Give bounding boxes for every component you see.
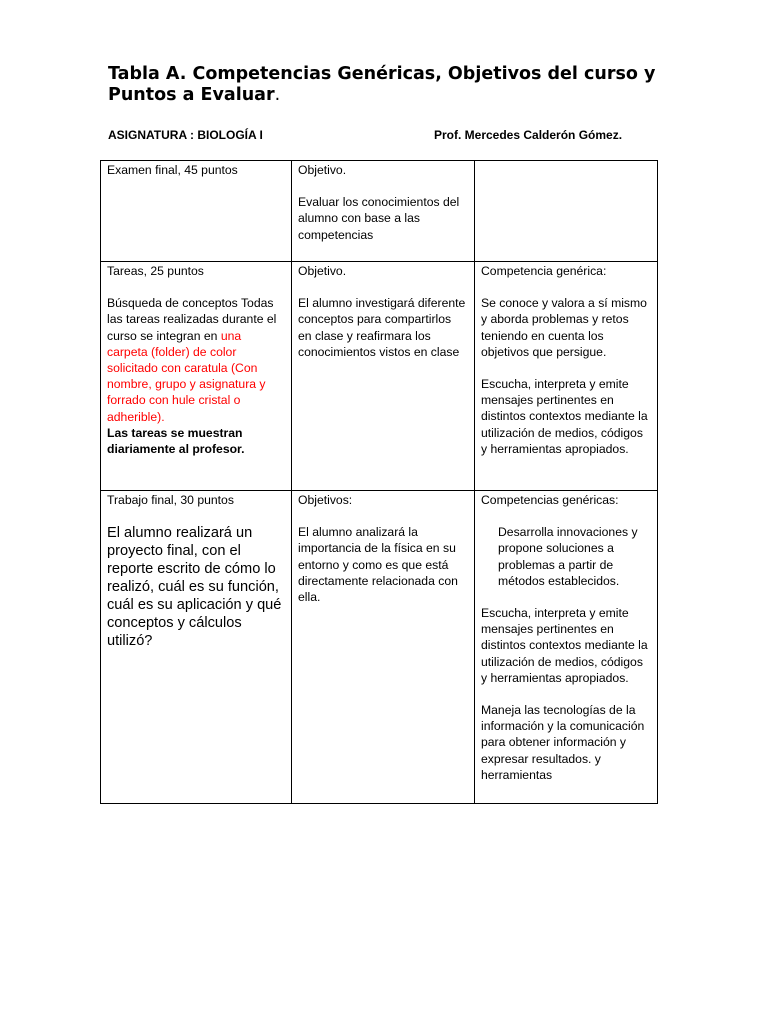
final-objective-label: Objetivos: bbox=[298, 493, 353, 507]
homework-description bbox=[107, 295, 285, 425]
homework-objective-text: El alumno investigará diferente conceptos para compartirlos en clase y reafirmara los conocimientos vistos en clase bbox=[298, 296, 466, 359]
final-objective-text: El alumno analizará la importancia de la física en su entorno y como es que está directamente relacionada con ella. bbox=[298, 525, 458, 605]
homework-points-label: Tareas, 25 puntos bbox=[107, 264, 204, 278]
homework-text: Búsqueda de conceptos Todas las tareas realizadas durante el curso se integran en bbox=[107, 296, 277, 343]
homework-competence-label: Competencia genérica: bbox=[481, 264, 607, 278]
homework-review-note: Las tareas se muestran diariamente al profesor. bbox=[107, 425, 245, 457]
homework-objective-label: Objetivo. bbox=[298, 264, 347, 278]
final-competence-1: Desarrolla innovaciones y propone soluciones a problemas a partir de métodos establecidos. bbox=[498, 525, 638, 588]
final-competence-3: Maneja las tecnologías de la información y la comunicación para obtener información y expresar resultados. y herramientas bbox=[481, 703, 645, 782]
page-title bbox=[108, 64, 708, 106]
title-line-1: Tabla A. Competencias Genéricas, Objetivos del curso y bbox=[108, 64, 656, 84]
cell-homework-competence bbox=[475, 262, 658, 491]
subject-label: ASIGNATURA : BIOLOGÍA I bbox=[108, 128, 263, 142]
table-row-homework bbox=[101, 262, 658, 491]
final-competence-2: Escucha, interpreta y emite mensajes pertinentes en distintos contextos mediante la utilización de medios, códigos y herramientas apropiados. bbox=[481, 606, 648, 685]
cell-exam-points bbox=[101, 161, 292, 262]
cell-final-objective bbox=[292, 491, 475, 804]
final-competence-label: Competencias genéricas: bbox=[481, 493, 619, 507]
cell-final-points bbox=[101, 491, 292, 804]
cell-homework-points bbox=[101, 262, 292, 491]
cell-final-competence bbox=[475, 491, 658, 804]
exam-objective-text: Evaluar los conocimientos del alumno con base a las competencias bbox=[298, 195, 460, 242]
homework-folder-details: (Con nombre, grupo y asignatura y forrado con hule cristal o adherible). bbox=[107, 361, 266, 424]
exam-points-label: Examen final, 45 puntos bbox=[107, 163, 238, 177]
final-points-label: Trabajo final, 30 puntos bbox=[107, 493, 234, 507]
title-line-2 bbox=[108, 85, 708, 106]
cell-exam-competence bbox=[475, 161, 658, 262]
homework-competence-1: Se conoce y valora a sí mismo y aborda problemas y retos teniendo en cuenta los objetivos que persigue. bbox=[481, 296, 647, 359]
cell-homework-objective bbox=[292, 262, 475, 491]
title-period: . bbox=[274, 85, 281, 105]
exam-objective-label: Objetivo. bbox=[298, 163, 347, 177]
evaluation-table bbox=[100, 160, 658, 804]
table-row-exam bbox=[101, 161, 658, 262]
homework-competence-2: Escucha, interpreta y emite mensajes pertinentes en distintos contextos mediante la utilización de medios, códigos y herramientas apropiados. bbox=[481, 377, 648, 456]
table-row-final-project bbox=[101, 491, 658, 804]
final-project-description: El alumno realizará un proyecto final, con el reporte escrito de cómo lo realizó, cuál es su función, cuál es su aplicación y qué conceptos y cálculos utilizó? bbox=[107, 525, 282, 650]
title-line-2-text: Puntos a Evaluar bbox=[108, 85, 275, 105]
homework-folder-text: una carpeta (folder) de color solicitado con caratula bbox=[107, 328, 242, 376]
professor-label: Prof. Mercedes Calderón Gómez. bbox=[434, 128, 623, 142]
cell-exam-objective bbox=[292, 161, 475, 262]
